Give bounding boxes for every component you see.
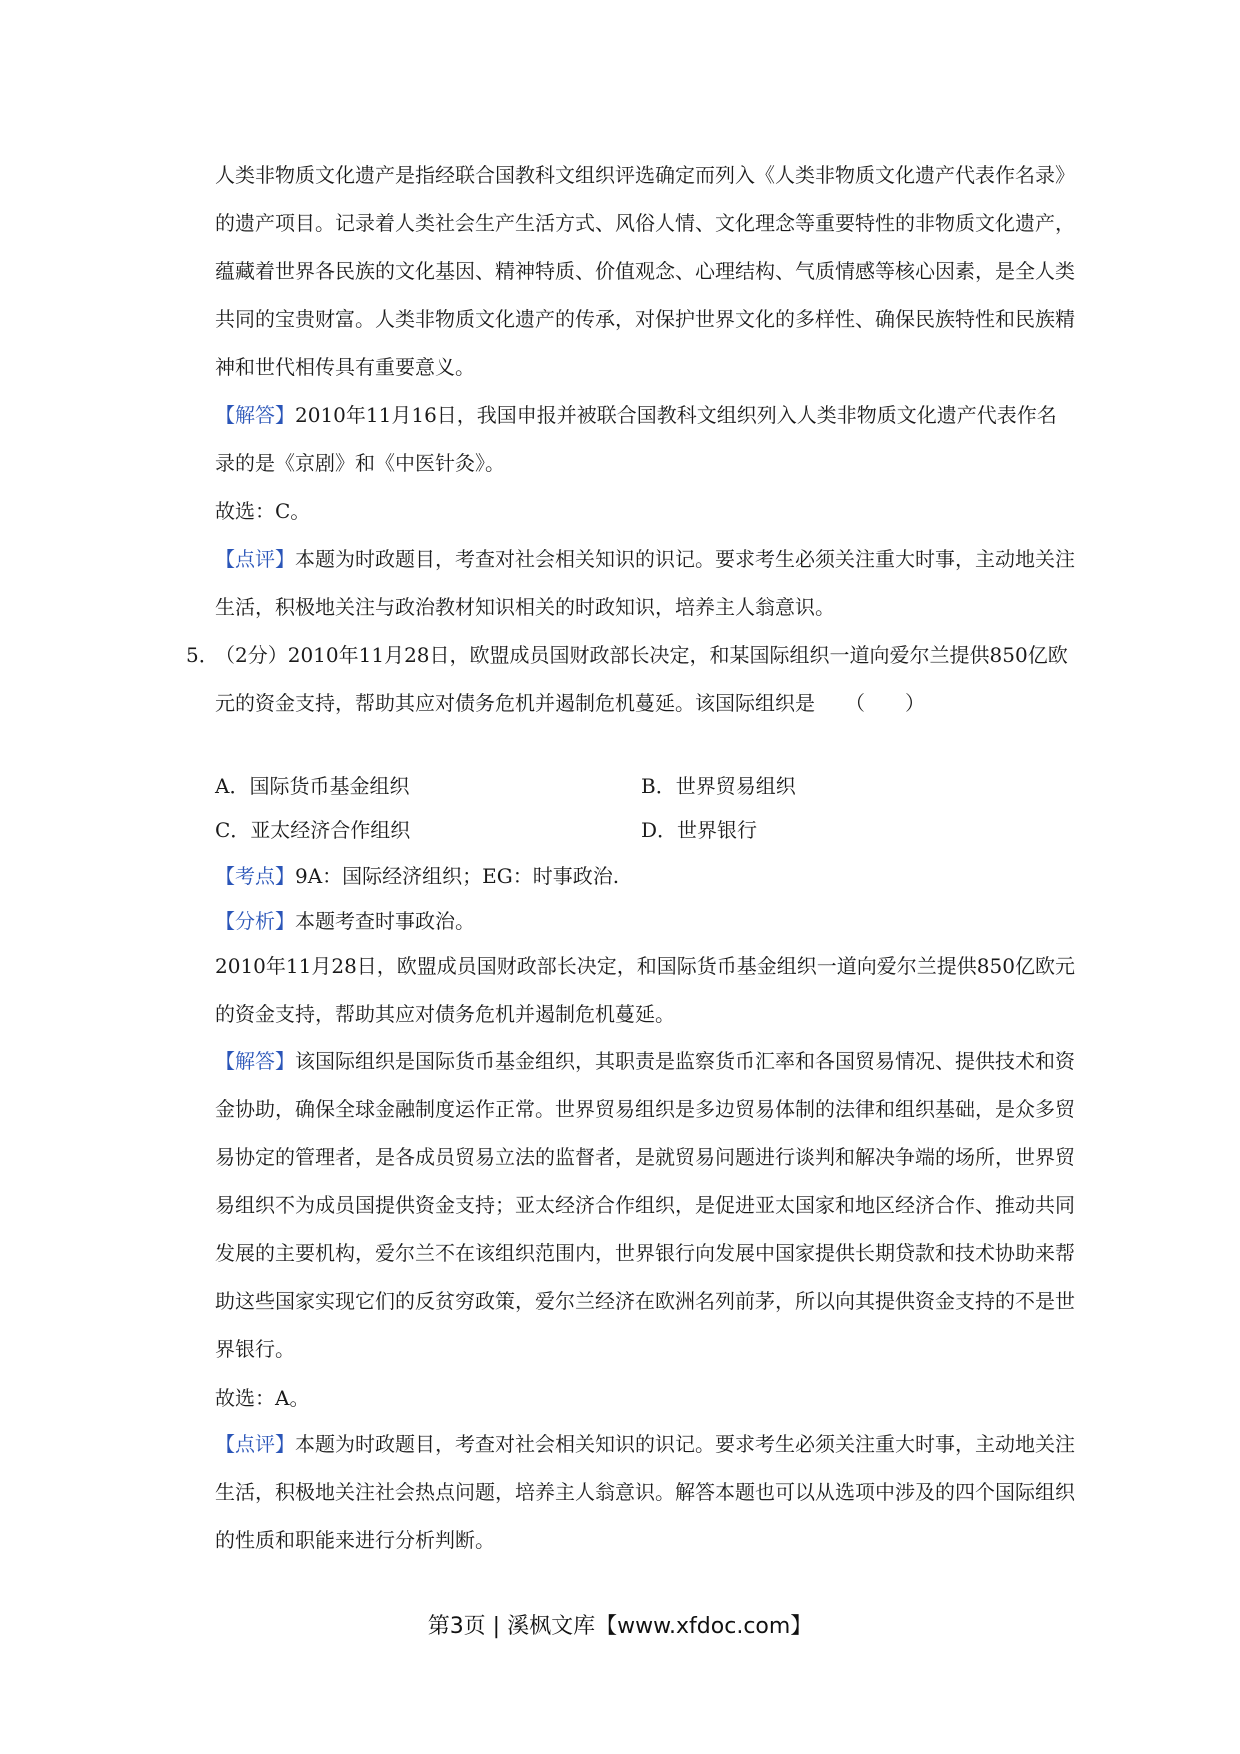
q4-comment (215, 535, 1075, 631)
q5-option-d (641, 808, 757, 852)
q5-comment-text: 本题为时政题目，考查对社会相关知识的识记。要求考生必须关注重大时事，主动地关注生活，积极地关注社会热点问题，培养主人翁意识。解答本题也可以从选项中涉及的四个国际组织的性质和职能来进行分析判断。 (215, 1432, 1075, 1552)
q5-option-d-text: 世界银行 (677, 818, 758, 842)
q5-option-b-text: 世界贸易组织 (675, 774, 796, 798)
q5-point-text: 9A：国际经济组织；EG：时事政治. (295, 864, 620, 888)
q5-answer-tag: 【解答】 (215, 1049, 295, 1073)
page-footer: 第3页 | 溪枫文库【www.xfdoc.com】 (427, 1614, 813, 1639)
q5-option-b-label: B． (641, 774, 676, 798)
q5-option-a (215, 764, 409, 808)
q5-option-b (641, 764, 796, 808)
intro-text: 人类非物质文化遗产是指经联合国教科文组织评选确定而列入《人类非物质文化遗产代表作名录》的遗产项目。记录着人类社会生产生活方式、风俗人情、文化理念等重要特性的非物质文化遗产，蕴藏着世界各民族的文化基因、精神特质、价值观念、心理结构、气质情感等核心因素，是全人类共同的宝贵财富。人类非物质文化遗产的传承，对保护世界文化的多样性、确保民族特性和民族精神和世代相传具有重要意义。 (215, 163, 1075, 379)
q5-analysis-tag: 【分析】 (215, 909, 295, 933)
q5-analysis-body: 2010年11月28日，欧盟成员国财政部长决定，和国际货币基金组织一道向爱尔兰提供850亿欧元的资金支持，帮助其应对债务危机并遏制危机蔓延。 (215, 954, 1075, 1026)
q5-analysis (215, 897, 1075, 945)
q5-answer (215, 1037, 1075, 1373)
q5-choice: 故选：A。 (215, 1386, 310, 1410)
q5-option-c-text: 亚太经济合作组织 (250, 818, 411, 842)
q5-option-c (215, 808, 410, 852)
q5-stem: （2分）2010年11月28日，欧盟成员国财政部长决定，和某国际组织一道向爱尔兰提供850亿欧元的资金支持，帮助其应对债务危机并遏制危机蔓延。该国际组织是 （ ） (215, 643, 1068, 715)
q5-number: 5． (186, 643, 219, 667)
q5-option-d-label: D． (641, 818, 678, 842)
q5-analysis-text: 本题考查时事政治。 (295, 909, 475, 933)
q4-answer-text: 2010年11月16日，我国申报并被联合国教科文组织列入人类非物质文化遗产代表作名录的是《京剧》和《中医针灸》。 (215, 403, 1057, 475)
q5-answer-text: 该国际组织是国际货币基金组织，其职责是监察货币汇率和各国贸易情况、提供技术和资金协助，确保全球金融制度运作正常。世界贸易组织是多边贸易体制的法律和组织基础，是众多贸易协定的管理者，是各成员贸易立法的监督者，是就贸易问题进行谈判和解决争端的场所，世界贸易组织不为成员国提供资金支持；亚太经济合作组织，是促进亚太国家和地区经济合作、推动共同发展的主要机构，爱尔兰不在该组织范围内，世界银行向发展中国家提供长期贷款和技术协助来帮助这些国家实现它们的反贫穷政策，爱尔兰经济在欧洲名列前茅，所以向其提供资金支持的不是世界银行。 (215, 1049, 1075, 1361)
q5-option-a-label: A． (215, 774, 250, 798)
q5-point (215, 852, 1075, 900)
q4-answer (215, 391, 1075, 487)
q5-comment-tag: 【点评】 (215, 1432, 295, 1456)
q5-option-c-label: C． (215, 818, 251, 842)
q5-comment (215, 1420, 1075, 1564)
q4-answer-tag: 【解答】 (215, 403, 295, 427)
q4-comment-text: 本题为时政题目，考查对社会相关知识的识记。要求考生必须关注重大时事，主动地关注生活，积极地关注与政治教材知识相关的时政知识，培养主人翁意识。 (215, 547, 1075, 619)
q5-option-a-text: 国际货币基金组织 (249, 774, 410, 798)
q5-point-tag: 【考点】 (215, 864, 295, 888)
q4-comment-tag: 【点评】 (215, 547, 295, 571)
q4-choice: 故选：C。 (215, 499, 311, 523)
intro-paragraph (215, 151, 1075, 391)
